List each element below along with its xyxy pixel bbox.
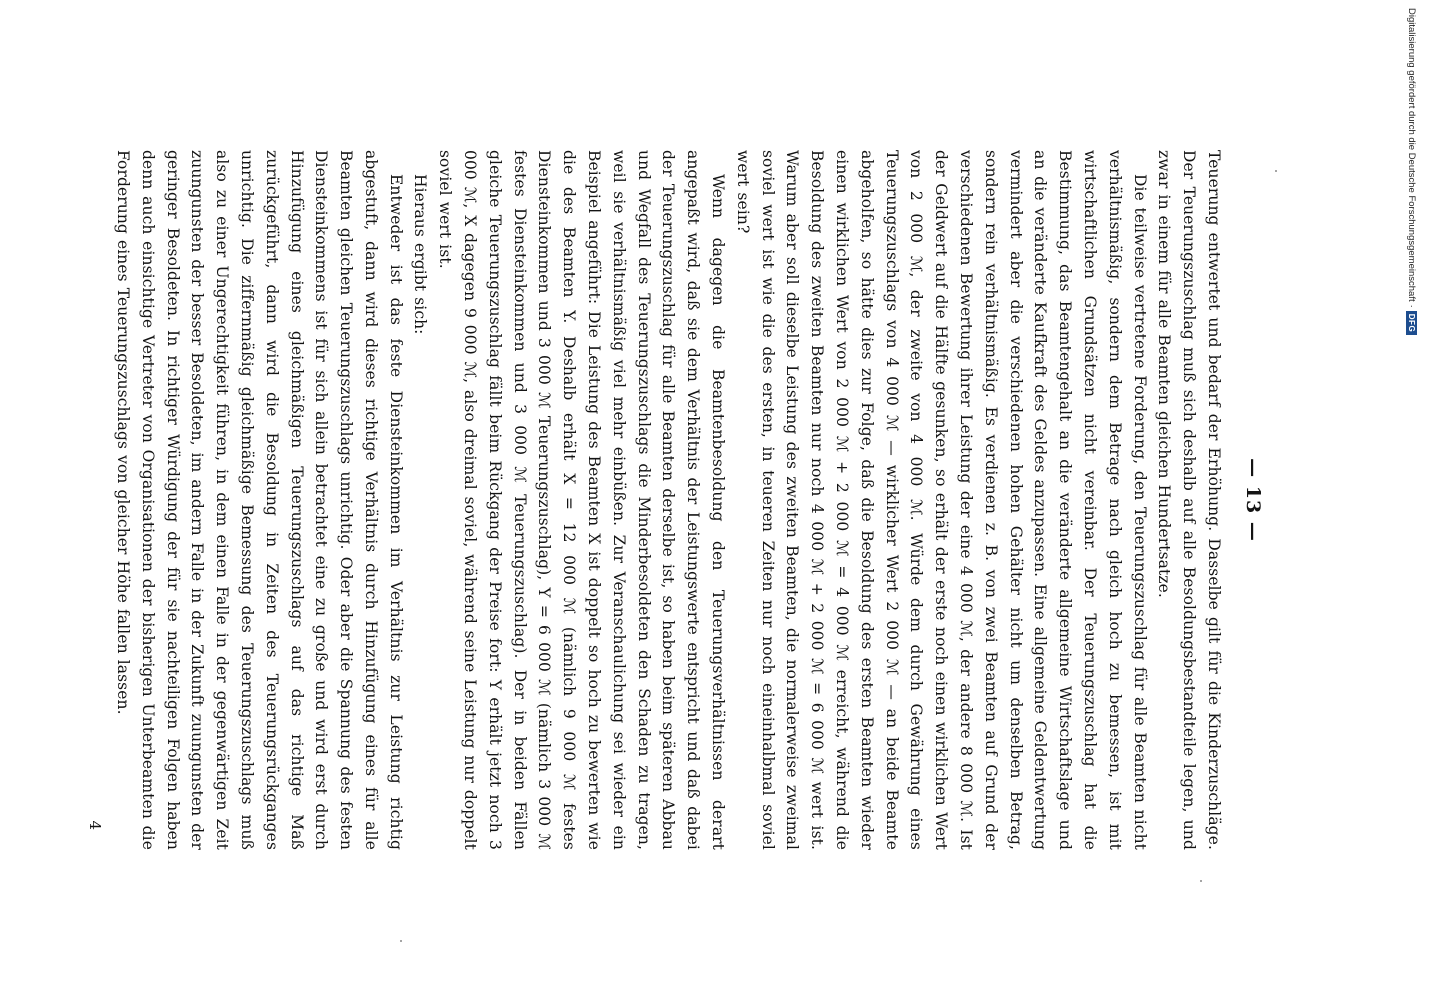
paragraph-1: Teuerung entwertet und bedarf der Erhöhung. Dasselbe gilt für die Kinderzuschläge. Der Teuerungszuschlag muß sich deshalb auf alle Besoldungsbestandteile legen, und zwar in einem für alle Beamten gleichen Hundertsatze. — [1155, 150, 1223, 850]
page-content — [86, 150, 1264, 850]
paragraph-4: Hieraus ergibt sich: — [411, 174, 430, 335]
credit-separator: · — [1406, 304, 1418, 308]
signature-mark: 4 — [86, 820, 105, 830]
paragraph-5: Entweder ist das feste Diensteinkommen im Verhältnis zur Leistung richtig abgestuft, dann wird dieses richtige Verhältnis durch Hinzufügung eines für alle Beamten gleichen Teuerungszuschlags unrichtig. Oder aber die Spannung des festen Diensteinkommens ist für sich allein betrachtet eine zu große und wird erst durch Hinzufügung eines gleichmäßigen Teuerungszuschlags auf das richtige Maß zurückgeführt, dann wird die Besoldung in Zeiten des Teuerungsrückganges unrichtig. Die ziffernmäßig gleichmäßige Bemessung des Teuerungszuschlags muß also zu einer Ungerechtigkeit führen, in dem einen Falle in der gegenwärtigen Zeit zuungunsten der besser Besoldeten, im andern Falle in der Zukunft zuungunsten der geringer Besoldeten. In richtiger Würdigung der für sie nachteiligen Folgen haben denn auch einsichtige Vertreter von Organisationen der bisherigen Unterbeamten die Forderung eines Teuerungszuschlags von gleicher Höhe fallen lassen. — [113, 150, 405, 850]
page-number: — 13 — — [1242, 458, 1264, 542]
rotated-text-block — [86, 150, 1264, 850]
credit-text: Digitalisierung gefördert durch die Deutsche Forschungsgemeinschaft — [1406, 8, 1418, 302]
dfg-logo: DFG — [1407, 311, 1418, 335]
paragraph-2: Die teilweise vertretene Forderung, den Teuerungszuschlag für alle Beamten nicht verhältnismäßig, sondern dem Betrage nach gleich hoch zu bemessen, ist mit wirtschaftlichen Grundsätzen nicht vereinbar. Der Teuerungszuschlag hat die Bestimmung, das Beamtengehalt an die veränderte allgemeine Wirtschaftslage und an die veränderte Kaufkraft des Geldes anzupassen. Eine allgemeine Geldentwertung vermindert aber die verschiedenen hohen Gehälter nicht um denselben Betrag, sondern rein verhältnismäßig. Es verdienen z. B. von zwei Beamten auf Grund der verschiedenen Bewertung ihrer Leistung der eine 4 000 ℳ, der andere 8 000 ℳ. Ist der Geldwert auf die Hälfte gesunken, so erhält der erste noch einen wirklichen Wert von 2 000 ℳ, der zweite von 4 000 ℳ. Würde dem durch Gewährung eines Teuerungszuschlags von 4 000 ℳ — wirklicher Wert 2 000 ℳ — an beide Beamte abgeholfen, so hätte dies zur Folge, daß die Besoldung des ersten Beamten wieder einen wirklichen Wert von 2 000 ℳ + 2 000 ℳ = 4 000 ℳ erreicht, während die Besoldung des zweiten Beamten nur noch 4 000 ℳ + 2 000 ℳ = 6 000 ℳ wert ist. Warum aber soll dieselbe Leistung des zweiten Beamten, die normalerweise zweimal soviel wert ist wie die des ersten, in teueren Zeiten nur noch eineinhalbmal soviel wert sein? — [733, 150, 1149, 850]
paragraph-3: Wenn dagegen die Beamtenbesoldung den Teuerungsverhältnissen derart angepaßt wird, daß sie dem Verhältnis der Leistungswerte entspricht und daß dabei der Teuerungszuschlag für alle Beamten derselbe ist, so haben beim späteren Abbau und Wegfall des Teuerungszuschlags die Minderbesoldeten den Schaden zu tragen, weil sie verhältnismäßig viel mehr einbüßen. Zur Veranschaulichung sei wieder ein Beispiel angeführt: Die Leistung des Beamten X ist doppelt so hoch zu bewerten wie die des Beamten Y. Deshalb erhält X = 12 000 ℳ (nämlich 9 000 ℳ festes Diensteinkommen und 3 000 ℳ Teuerungszuschlag), Y = 6 000 ℳ (nämlich 3 000 ℳ festes Diensteinkommen und 3 000 ℳ Teuerungszuschlag). Der in beiden Fällen gleiche Teuerungszuschlag fällt beim Rückgang der Preise fort: Y erhält jetzt noch 3 000 ℳ, X dagegen 9 000 ℳ, also dreimal soviel, während seine Leistung nur doppelt soviel wert ist. — [436, 150, 728, 850]
scan-speck — [1275, 170, 1277, 172]
scan-speck — [1200, 880, 1202, 882]
digitization-credit — [1404, 8, 1420, 393]
scan-speck — [400, 940, 402, 942]
